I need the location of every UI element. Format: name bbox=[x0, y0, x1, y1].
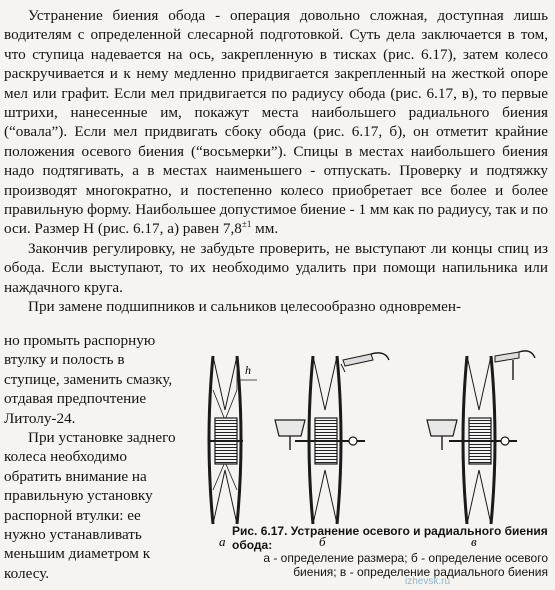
paragraph-bearings-lead: При замене подшипников и сальников целесообразно одновремен- bbox=[28, 298, 462, 316]
wheel-b-drawing bbox=[275, 353, 389, 524]
side-text bbox=[4, 331, 184, 583]
wheel-v-drawing bbox=[427, 351, 535, 524]
paragraph-bearings-rest: но промыть распорную втулку и полость в ступице, заменить смазку, отдавая предпочтение Литолу-24. bbox=[4, 332, 173, 427]
figure-label-h: h bbox=[245, 363, 251, 377]
main-text bbox=[4, 6, 548, 317]
watermark: izhevsk.ru bbox=[405, 576, 451, 587]
figure-caption-title: Рис. 6.17. Устранение осевого и радиального биения обода: bbox=[232, 524, 548, 552]
figure-caption-body: а - определение размера; б - определение осевого биения; в - определение радиального биения bbox=[263, 551, 548, 579]
figure-label-b: б bbox=[319, 534, 326, 549]
paragraph-rear-wheel: При установке заднего колеса необходимо обратить внимание на правильную установку распорной втулки: ее нужно устанавливать меньшим диаметром к колесу. bbox=[4, 429, 176, 582]
figure-label-v: в bbox=[471, 534, 477, 549]
paragraph-runout: Устранение биения обода - операция довольно сложная, доступная лишь водителям с определенной слесарной подготовкой. Суть дела заключается в том, что ступица надевается на ось, закрепленную в тисках (рис. 6.17), затем колесо раскручивается и к нему медленно придвигается закрепленный на жесткой опоре мел или графит. Если мел придвигается по радиусу обода (рис. 6.17, в), то первые штрихи, нанесенные им, покажут места наибольшего радиального биения (“овала”). Если мел придвигать сбоку обода (рис. 6.17, б), он отметит крайние положения осевого биения (“восьмерки”). Спицы в местах наибольшего биения надо подтягивать, а в местах наименьшего - отпускать. Проверку и подтяжку производят многократно, и постепенно колесо приобретает все более и более правильную форму. Наибольшее допустимое биение - 1 мм как по радиусу, так и по оси. Размер Н (рис. 6.17, а) равен $7,8^{\pm 1}$ мм. bbox=[4, 7, 548, 238]
figure-label-a: а bbox=[219, 534, 226, 549]
wheel-a-drawing bbox=[209, 356, 257, 524]
paragraph-spokes: Закончив регулировку, не забудьте проверить, не выступают ли концы спиц из обода. Если выступают, то их необходимо удалить при помощи напильника или наждачного круга. bbox=[4, 239, 548, 296]
